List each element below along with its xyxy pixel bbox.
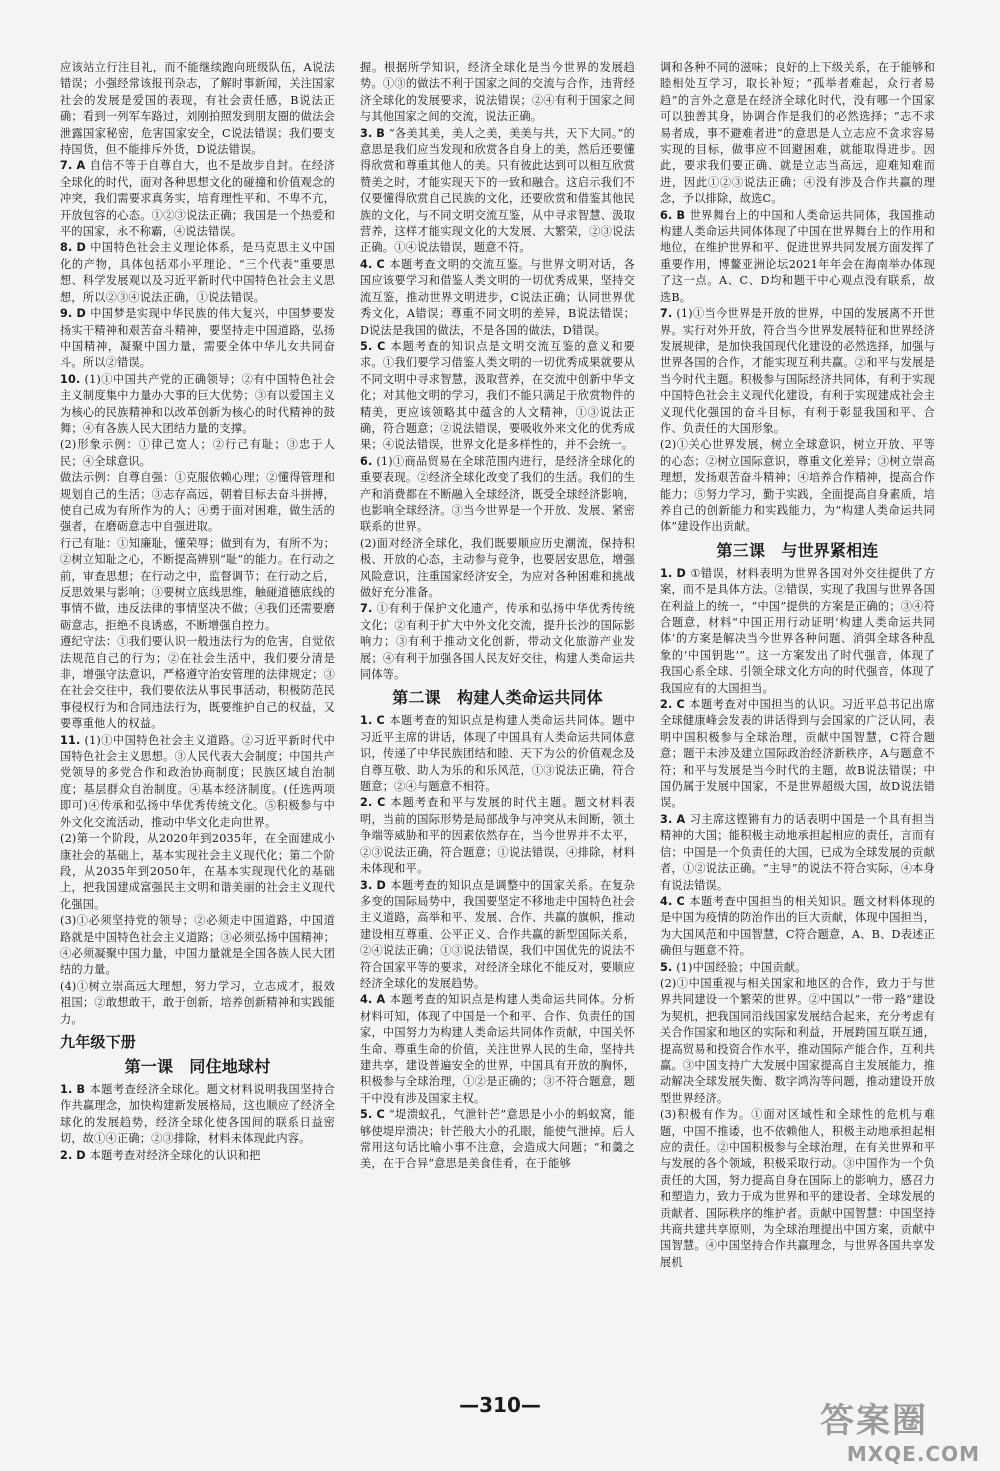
explanation-text: 中国梦是实现中华民族的伟大复兴，中国梦要发扬实干精神和艰苦奋斗精神，要坚持走中国道路，弘扬中国精神，凝聚中国力量，需要全体中华儿女共同奋斗。所以②错误。 — [60, 307, 335, 370]
explanation-paragraph: 调和各种不同的滋味；良好的上下级关系，在于能够和睦相处互学习，取长补短；“孤举者难起，众行者易趋”的言外之意是在经济全球化时代，没有哪一个国家可以独善其身，协调合作是我们的必然选择；“志不求易者成，事不避难者进”的意思是人立志应不贪求容易实现的目标，做事应不回避困难，就能取得进步。因此，要求我们要正确、就是立志当高远，迎难知难而进，因此①②③说法正确；④没有涉及合作共赢的理念，予以排除，故选C。 — [660, 61, 935, 206]
explanation-text: “堤溃蚁孔，气泄针芒”意思是小小的蚂蚁窝，能够使堤岸溃决；针芒般大小的孔眼，能使气泄掉。后人常用这句话比喻小事不注意，会造成大问题；“和羹之美，在于合异”意思是美食佳肴，在于能够 — [360, 1108, 635, 1171]
answer-choice: C — [376, 257, 385, 271]
explanation-paragraph: 握。根据所学知识，经济全球化是当今世界的发展趋势。①③的做法不利于国家之间的交流与合作，违背经济全球化的发展要求，说法错误；②④有利于国家之间与其他国家之间的交流，说法正确。 — [360, 61, 635, 124]
answer-item — [360, 713, 635, 795]
answer-item — [360, 126, 635, 257]
grade-heading: 九年级下册 — [60, 1032, 137, 1051]
answer-choice: D — [76, 241, 86, 255]
watermark-logo: 答案圈 — [820, 1401, 928, 1441]
answer-item — [60, 158, 335, 240]
answer-item — [360, 878, 635, 993]
answer-choice: A — [676, 812, 686, 826]
answer-choice: C — [676, 894, 685, 908]
item-number: 3. — [360, 878, 373, 892]
item-number: 1. — [360, 714, 373, 728]
answer-item — [60, 1148, 335, 1164]
explanation-text: 自信不等于自尊自大，也不是故步自封。在经济全球化的时代，面对各种思想文化的碰撞和价值观念的冲突，我们需要求真务实，培育理性平和、不卑不亢，开放包容的心态。①②③说法正确；我国是一个热爱和平的国家，永不称霸，④说法错误。 — [60, 159, 335, 239]
answer-page — [60, 60, 940, 1380]
page-number: —310— — [459, 1393, 541, 1417]
answer-item — [360, 257, 635, 339]
item-number: 6. — [660, 208, 673, 222]
answer-choice: B — [376, 126, 385, 140]
explanation-text: 本题考查的知识点是构建人类命运共同体。分析材料可知，体现了中国是一个和平、合作、负责任的国家，中国努力为构建人类命运共同体作贡献，中国关怀生命、尊重生命的价值，关注世界人民的生命，坚持共建共享，建设普遍安全的世界，中国具有开放的胸怀，积极参与全球治理，①②是正确的；③不符合题意，题干中没有涉及国家主权。 — [360, 993, 635, 1105]
explanation-paragraph: (2)①关心世界发展，树立全球意识，树立开放、平等的心态；②树立国际意识，尊重文化差异；③树立崇高理想，发扬艰苦奋斗精神；④培养合作精神，提高合作能力；⑤努力学习，勤于实践，全面提高自身素质，培养自己的创新能力和实践能力，为“构建人类命运共同体”建设作出贡献。 — [660, 438, 935, 534]
answer-item — [660, 894, 935, 960]
answer-item — [660, 566, 935, 697]
explanation-text: 本题考查和平与发展的时代主题。题文材料表明，当前的国际形势是局部战争与冲突从未间断，领土争端等威胁和平的因素依然存在，当今世界并不太平，②③说法正确，符合题意；①说法错误，④排除，材料未体现和平。 — [360, 796, 635, 876]
item-number: 7. — [360, 602, 373, 616]
item-number: 4. — [360, 993, 373, 1007]
explanation-text: ①错误，材料表明为世界各国对外交往提供了方案，而不是具体方法。②错误，实现了我国与世界各国在利益上的统一，“中国”提供的方案是正确的；③④符合题意，材料“中国正用行动证明‘构建人类命运共同体’的方案是解决当今世界各种问题、消弭全球各种乱象的‘中国钥匙’”。这一方案发出了时代强音，体现了我国心系全球、引领全球文化方向的时代强音，体现了我国应有的大国担当。 — [660, 566, 935, 695]
column-middle — [360, 60, 635, 1380]
item-number: 11. — [60, 733, 81, 747]
answer-item — [60, 372, 335, 438]
explanation-paragraph: 应该站立行注目礼，而不能继续跑向班级队伍，A说法错误；小强经常该报刊杂志，了解时事新闻，关注国家社会的发展是爱国的表现，有社会责任感，B说法正确；看到一列军车路过，刘刚拍照发到朋友圈的做法会泄露国家秘密，危害国家安全，C说法错误；我们要支持国货，但不能排斥外货，D说法错误。 — [60, 61, 335, 157]
explanation-text: 本题考查的知识点是调整中的国家关系。在复杂多变的国际局势中，我国要坚定不移地走中国特色社会主义道路，高举和平、发展、合作、共赢的旗帜，推动建设相互尊重、公平正义、合作共赢的新型国际关系，②④说法正确；①③说法错误，我们中国优先的说法不符合国家平等的要求，对经济全球化不能反对，要顺应经济全球化的发展趋势。 — [360, 878, 635, 990]
explanation-paragraph: (2)第一个阶段，从2020年到2035年，在全面建成小康社会的基础上，基本实现社会主义现代化；第二个阶段，从2035年到2050年，在基本实现现代化的基础上，把我国建成富强民主文明和谐美丽的社会主义现代化强国。 — [60, 832, 335, 911]
explanation-text: (1)①商品贸易在全球范围内进行，是经济全球化的重要表现。②经济全球化改变了我们的生活。我们的生产和消费都在不断融入全球经济，既受全球经济影响，也影响全球经济。③当今世界是一个开放、发展、紧密联系的世界。 — [360, 454, 635, 534]
explanation-paragraph: 行己有耻：①知廉耻，懂荣辱；做到有为，有所不为；②树立知耻之心，不断提高辨别“耻”的能力。在行动之前，审查思想；在行动之中，监督调节；在行动之后，反思效果与影响；③要树立底线思维，触碰道德底线的事情不做，违反法律的事情坚决不做；④我们还需要磨砺意志，拒绝不良诱惑，不断增强自控力。 — [60, 536, 335, 632]
answer-choice: D — [76, 307, 86, 321]
answer-choice: A — [376, 993, 386, 1007]
answer-item — [360, 454, 635, 536]
answer-item — [660, 812, 935, 894]
explanation-paragraph: (3)积极有作为。①面对区域性和全球性的危机与难题，中国不推诿，也不依赖他人，积极主动地承担起相应的责任。②中国积极参与全球治理，在有关世界和平与发展的各个领域，积极采取行动。③中国作为一个负责任的大国，努力提高自身在国际上的影响力，感召力和塑造力，致力于成为世界和平的建设者、全球发展的贡献者、国际秩序的维护者。贡献中国智慧：中国坚持共商共建共享原则，为全球治理提出中国方案，贡献中国智慧。④中国坚持合作共赢理念，与世界各国共享发展机 — [660, 1108, 935, 1269]
answer-item — [360, 339, 635, 454]
item-number: 10. — [60, 372, 81, 386]
item-number: 6. — [360, 454, 373, 468]
answer-choice: C — [377, 796, 386, 810]
column-left — [60, 60, 335, 1380]
answer-choice: B — [76, 1082, 86, 1096]
item-number: 2. — [360, 796, 373, 810]
item-number: 4. — [660, 894, 673, 908]
item-number: 9. — [60, 307, 73, 321]
explanation-text: (1)①中国特色社会主义道路。②习近平新时代中国特色社会主义思想。③人民代表大会制度；中国共产党领导的多党合作和政治协商制度；民族区域自治制度；基层群众自治制度。④基本经济制度。(任选两项即可)④传承和弘扬中华优秀传统文化。⑤积极参与中外文化交流活动，推动中华文化走向世界。 — [60, 733, 335, 829]
item-number: 7. — [60, 159, 73, 173]
explanation-text: 本题考查对经济全球化的认识和把 — [89, 1148, 261, 1162]
explanation-text: (1)中国经验；中国贡献。 — [676, 960, 807, 974]
item-number: 2. — [60, 1148, 73, 1162]
item-number: 5. — [360, 1108, 373, 1122]
explanation-paragraph: (3)①必须坚持党的领导；②必须走中国道路，中国道路就是中国特色社会主义道路；③必须弘扬中国精神；④必须凝聚中国力量，中国力量就是全国各族人民大团结的力量。 — [60, 914, 335, 977]
answer-choice: C — [376, 714, 385, 728]
explanation-paragraph: (2)形象示例：①律己宽人；②行己有耻；③忠于人民；④全球意识。 — [60, 438, 335, 468]
explanation-text: 本题考查的知识点是构建人类命运共同体。题中习近平主席的讲话，体现了中国具有人类命运共同体意识，传递了中华民族团结和睦、天下为公的价值观念及自尊互敬、助人为乐的和乐风范，①③说法正确，符合题意；②④与题意不相符。 — [360, 714, 635, 794]
lesson-heading: 第三课 与世界紧相连 — [716, 540, 879, 560]
answer-choice: C — [377, 339, 386, 353]
answer-item — [360, 601, 635, 683]
watermark-url: MXQE.COM — [846, 1442, 980, 1466]
lesson-heading: 第一课 同住地球村 — [124, 1056, 271, 1076]
answer-choice: D — [76, 1148, 86, 1162]
item-number: 1. — [60, 1082, 73, 1096]
item-number: 1. — [660, 566, 673, 580]
answer-item — [60, 306, 335, 372]
explanation-text: 中国特色社会主义理论体系，是马克思主义中国化的产物，具体包括邓小平理论、“三个代表”重要思想、科学发展观以及习近平新时代中国特色社会主义思想，所以②③④说法正确，①说法错误。 — [60, 241, 335, 304]
item-number: 3. — [360, 126, 373, 140]
lesson-heading: 第二课 构建人类命运共同体 — [392, 688, 603, 708]
explanation-text: (1)①当今世界是开放的世界，中国的发展离不开世界。实行对外开放，符合当今世界发展特征和世界经济发展规律，是加快我国现代化建设的必然选择，加强与世界各国的合作，才能实现互利共赢。②和平与发展是当今时代主题。积极参与国际经济共同体，有利于实现中国特色社会主义现代化建设，有利于实现建成社会主义现代化强国的奋斗目标，有利于彰显我国和平、合作、负责任的大国形象。 — [660, 307, 935, 435]
explanation-paragraph: (4)①树立崇高远大理想，努力学习，立志成才，报效祖国；②敢想敢干，敢于创新，培养创新精神和实践能力。 — [60, 979, 335, 1026]
explanation-text: 本题考查的知识点是文明交流互鉴的意义和要求。①我们要学习借鉴人类文明的一切优秀成果就要从不同文明中寻求智慧，汲取营养，在交流中创新中华文化；对其他文明的学习，我们不能只满足于欣赏物件的精美，更应该领略其中蕴含的人文精神，①③说法正确，符合题意；②说法错误，要吸收外来文化的优秀成果；④说法错误，世界文化是多样性的，并不会统一。 — [360, 339, 635, 452]
answer-item — [60, 733, 335, 831]
explanation-paragraph: (2)①中国重视与相关国家和地区的合作，致力于与世界共同建设一个繁荣的世界。②中国以“一带一路”建设为契机，把我国同沿线国家发展结合起来，充分考虑有关合作国家和地区的实际和利益，开展跨国互联互通，提高贸易和投资合作水平，推动国际产能合作，互利共赢。③中国支持广大发展中国家提高自主发展能力，推动解决全球发展失衡、数字鸿沟等问题，推动建设开放型世界经济。 — [660, 976, 935, 1105]
answer-choice: C — [676, 698, 685, 712]
item-number: 2. — [660, 698, 673, 712]
column-right — [660, 60, 935, 1380]
explanation-text: 本题考查经济全球化。题文材料说明我国坚持合作共赢理念，加快构建新发展格局，这也顺应了经济全球化的发展趋势，经济全球化使各国间的联系日益密切，故①④正确；②③排除，材料未体现此内容。 — [60, 1082, 335, 1146]
item-number: 3. — [660, 812, 673, 826]
explanation-text: ①有利于保护文化遗产，传承和弘扬中华优秀传统文化；②有利于扩大中外文化交流，提升长沙的国际影响力；③有利于推动文化创新，带动文化旅游产业发展；④有利于加强各国人民友好交往，构建人类命运共同体等。 — [360, 602, 635, 682]
answer-choice: D — [376, 878, 386, 892]
item-number: 7. — [660, 307, 673, 321]
answer-item — [660, 697, 935, 812]
explanation-paragraph: (2)面对经济全球化，我们既要顺应历史潮流，保持积极、开放的心态，主动参与竞争，也要居安思危，增强风险意识，注重国家经济安全，为应对各种困难和挑战做好充分准备。 — [360, 536, 635, 599]
explanation-text: (1)①中国共产党的正确领导；②有中国特色社会主义制度集中力量办大事的巨大优势；③有以爱国主义为核心的民族精神和以改革创新为核心的时代精神的鼓舞；④有各族人民大团结力量的支撑。 — [60, 372, 335, 435]
answer-item — [60, 240, 335, 306]
explanation-text: “各美其美，美人之美，美美与共，天下大同。”的意思是我们应当发现和欣赏各自身上的美，然后还要懂得欣赏和尊重其他人的美。只有彼此达到可以相互欣赏赞美之时，才能实现天下的一致和融合。这启示我们不仅要懂得欣赏自己民族的文化，还要欣赏和借鉴其他民族的文化，与不同文明交流互鉴，从中寻求智慧、汲取营养，这样才能实现文化的大发展、大繁荣，②③说法正确。①④说法错误，题意不符。 — [360, 126, 635, 255]
explanation-paragraph: 遵纪守法：①我们要认识一般违法行为的危害，自觉依法规范自己的行为；②在社会生活中，我们要分清是非，增强守法意识，严格遵守治安管理的法律规定；③在社会交往中，我们要依法从事民事活动，积极防范民事侵权行为和合同违法行为，既要维护自己的权益，又要尊重他人的权益。 — [60, 635, 335, 731]
answer-item — [660, 208, 935, 306]
site-watermark — [820, 1393, 980, 1466]
answer-item — [360, 795, 635, 877]
explanation-text: 本题考查对中国担当的认识。习近平总书记出席全球健康峰会发表的讲话得到与会国家的广泛认同，表明中国积极参与全球治理，贡献中国智慧，C符合题意；题干未涉及建立国际政治经济新秩序，A与题意不符；和平与发展是当今时代的主题，故B说法错误；中国仍属于发展中国家，不是世界超级大国，故D说法错误。 — [660, 698, 935, 810]
explanation-text: 本题考查中国担当的相关知识。题文材料体现的是中国为疫情的防治作出的巨大贡献，体现中国担当，为大国风范和中国智慧，C符合题意，A、B、D表述正确但与题意不符。 — [660, 894, 935, 958]
item-number: 4. — [360, 257, 373, 271]
explanation-text: 世界舞台上的中国和人类命运共同体，我国推动构建人类命运共同体体现了中国在世界舞台上的作用和地位，在维护世界和平、促进世界共同发展方面发挥了重要作用，博鳌亚洲论坛2021年年会在海南举办体现了这一点。A、C、D均和题干中心观点没有联系，故选B。 — [660, 208, 935, 304]
item-number: 5. — [360, 339, 373, 353]
explanation-text: 本题考查文明的交流互鉴。与世界文明对话，各国应该要学习和借鉴人类文明的一切优秀成果，坚持交流互鉴，推动世界文明进步，C说法正确；认同世界优秀文化，A错误；尊重不同文明的差异，B说法错误；D说法是我国的做法，不是各国的做法，D错误。 — [360, 257, 635, 337]
item-number: 8. — [60, 241, 73, 255]
answer-choice: C — [376, 1108, 385, 1122]
explanation-paragraph: 做法示例：自尊自强：①克服依赖心理；②懂得管理和规划自己的生活；③志存高远，朝着目标去奋斗拼搏，使自己成为有所作为的人；④勇于面对困难，做生活的强者，在磨砺意志中自强进取。 — [60, 471, 335, 534]
answer-choice: D — [676, 566, 687, 580]
answer-choice: A — [76, 159, 86, 173]
explanation-text: 习主席这铿锵有力的话表明中国是一个具有担当精神的大国；能积极主动地承担起相应的责任，言而有信；中国是一个负责任的大国，已成为全球发展的贡献者，①②说法正确。“主导”的说法不符合实际，④本身有说法错误。 — [660, 812, 935, 892]
answer-item — [60, 1082, 335, 1148]
answer-item — [360, 1107, 635, 1173]
answer-item — [660, 306, 935, 437]
answer-item — [360, 992, 635, 1107]
answer-item — [660, 960, 935, 976]
item-number: 5. — [660, 960, 673, 974]
answer-choice: B — [676, 208, 686, 222]
